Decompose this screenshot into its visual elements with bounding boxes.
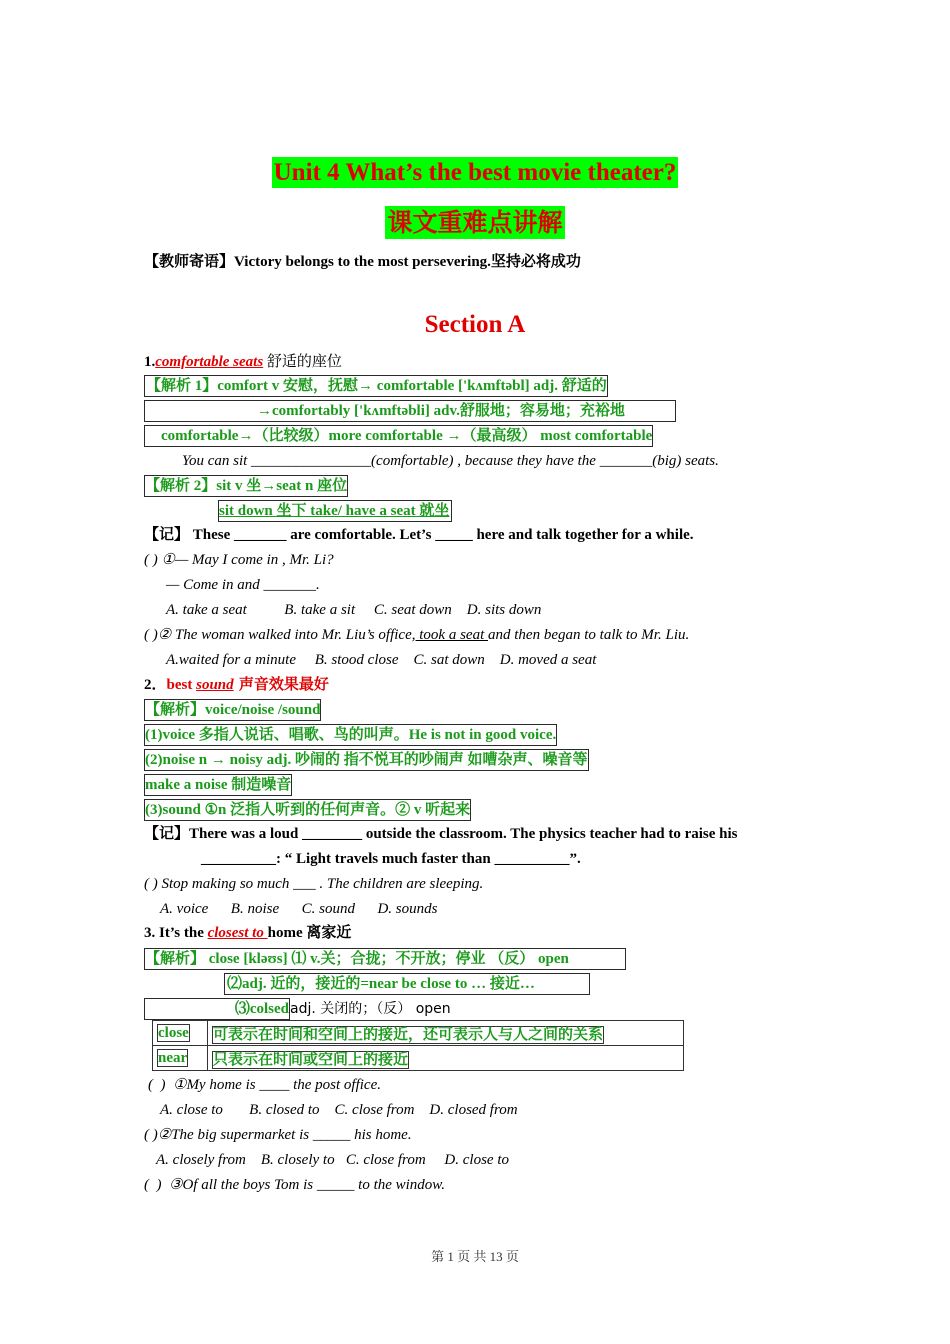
item3-q1: ( ) ①My home is ____ the post office. (148, 1077, 381, 1093)
item2-options: A. voice B. noise C. sound D. sounds (160, 901, 438, 917)
item1-note: 【记】 These _______ are comfortable. Let’s _____ here and talk together for a while. (144, 527, 694, 543)
item2-point4: (3)sound ①n 泛指人听到的任何声音。② v 听起来 (144, 799, 471, 821)
item3-analysis-line3: ⑶colsedadj. 关闭的；（反） open (144, 998, 451, 1020)
item1-q1: ( ) ①— May I come in , Mr. Li? (144, 552, 334, 568)
item1-heading: 1.comfortable seats 舒适的座位 (144, 352, 342, 370)
item1-q2: ( )② The woman walked into Mr. Liu’s office, took a seat and then began to talk to Mr. Liu. (144, 627, 690, 643)
teacher-motto: 【教师寄语】Victory belongs to the most persevering.坚持必将成功 (144, 252, 581, 270)
subtitle-line (0, 208, 950, 238)
item2-point3: make a noise 制造噪音 (144, 774, 292, 796)
item3-analysis-line1: 【解析】 close [kləʊs] ⑴ v.关；合拢；不开放；停业 （反） open (144, 948, 626, 970)
item1-example: You can sit ________________(comfortable) , because they have the _______(big) seats. (182, 453, 719, 469)
item3-q2-options: A. closely from B. closely to C. close from D. close to (156, 1152, 509, 1168)
table-row: near 只表示在时间或空间上的接近 (153, 1046, 684, 1071)
analysis2-line2: sit down 坐下 take/ have a seat 就坐 (218, 500, 452, 522)
item3-heading: 3. It’s the closest to home 离家近 (144, 925, 352, 941)
close-near-table (152, 1020, 684, 1071)
item2-note-line1: 【记】There was a loud ________ outside the classroom. The physics teacher had to raise his (144, 826, 738, 842)
item3-analysis-line2: ⑵adj. 近的，接近的=near be close to … 接近… (224, 973, 590, 995)
item3-q2: ( )②The big supermarket is _____ his home. (144, 1127, 412, 1143)
item1-q1-options: A. take a seat B. take a sit C. seat down D. sits down (166, 602, 542, 618)
item2-point2: (2)noise n → noisy adj. 吵闹的 指不悦耳的吵闹声 如嘈杂声、噪音等 (144, 749, 589, 771)
item3-q3: ( ) ③Of all the boys Tom is _____ to the window. (144, 1177, 445, 1193)
item2-question: ( ) Stop making so much ___ . The children are sleeping. (144, 876, 484, 892)
title-line (0, 158, 950, 188)
item1-q1-reply: — Come in and _______. (166, 577, 320, 593)
analysis2-line1: 【解析 2】sit v 坐→seat n 座位 (144, 475, 348, 497)
table-row: close 可表示在时间和空间上的接近，还可表示人与人之间的关系 (153, 1021, 684, 1046)
analysis1-line3: comfortable→（比较级）more comfortable →（最高级） most comfortable (144, 425, 653, 447)
item2-note-line2: __________: “ Light travels much faster than __________”. (201, 851, 581, 867)
item1-q2-options: A.waited for a minute B. stood close C. sat down D. moved a seat (166, 652, 597, 668)
page-number: 第 1 页 共 13 页 (431, 1249, 519, 1264)
item3-q1-options: A. close to B. closed to C. close from D. closed from (160, 1102, 518, 1118)
item2-point1: (1)voice 多指人说话、唱歌、鸟的叫声。He is not in good voice. (144, 724, 557, 746)
item2-heading: 2．best sound 声音效果最好 (144, 675, 329, 693)
page-subtitle: 课文重难点讲解 (387, 208, 563, 237)
section-heading: Section A (424, 311, 526, 338)
analysis1-line2: →comfortably ['kʌmftəbli] adv.舒服地；容易地；充裕地 (144, 400, 676, 422)
analysis1-line1: 【解析 1】comfort v 安慰，抚慰→ comfortable ['kʌmftəbl] adj. 舒适的 (144, 375, 608, 397)
page-title: Unit 4 What’s the best movie theater? (273, 159, 677, 186)
item2-analysis: 【解析】voice/noise /sound (144, 699, 321, 721)
